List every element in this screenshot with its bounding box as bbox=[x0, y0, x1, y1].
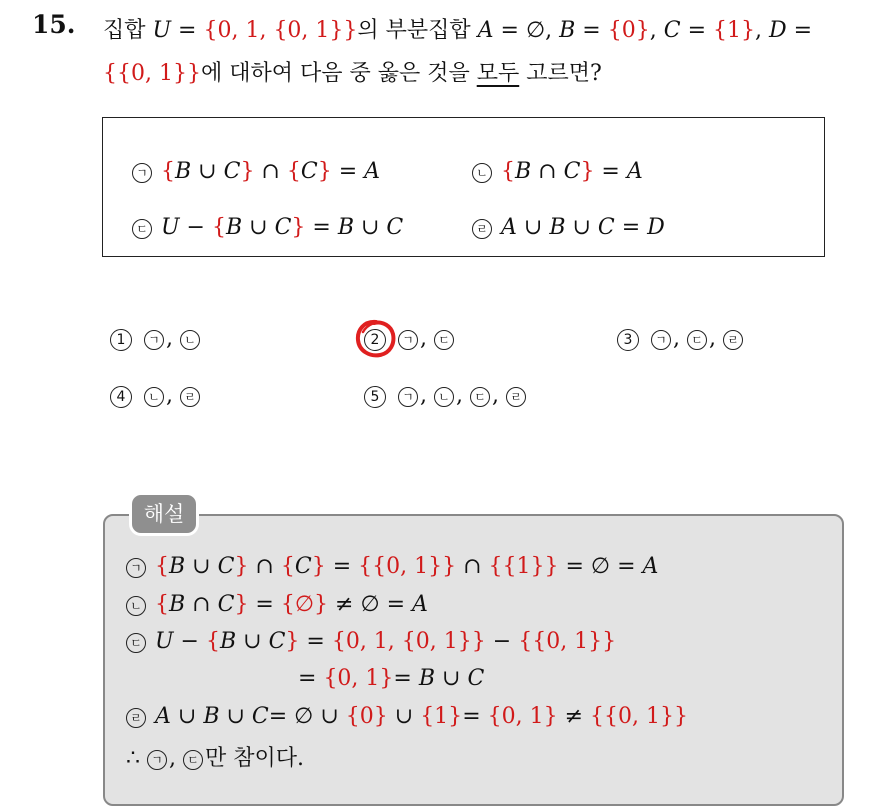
option-number: 1 bbox=[110, 329, 132, 351]
answer-circle-mark bbox=[352, 316, 402, 362]
emphasis-all: 모두 bbox=[476, 61, 520, 86]
statement-marker: ㄱ bbox=[132, 163, 152, 183]
statement-2: ㄴ {B ∩ C} = A bbox=[472, 159, 643, 184]
statement-4: ㄹ A ∪ B ∪ C = D bbox=[472, 215, 665, 240]
option-1[interactable]: 1 ㄱ , ㄴ bbox=[110, 326, 202, 351]
option-number: 2 bbox=[364, 329, 386, 351]
solution-line-2: ㄴ {B ∩ C} = {∅} ≠ ∅ = A bbox=[126, 592, 428, 617]
option-4[interactable]: 4 ㄴ , ㄹ bbox=[110, 383, 202, 408]
option-number: 5 bbox=[364, 386, 386, 408]
option-5[interactable]: 5 ㄱ , ㄴ , ㄷ , ㄹ bbox=[364, 383, 528, 408]
option-3[interactable]: 3 ㄱ , ㄷ , ㄹ bbox=[617, 326, 745, 351]
solution-line-1: ㄱ {B ∪ C} ∩ {C} = {{0, 1}} ∩ {{1}} = ∅ = A bbox=[126, 554, 658, 579]
option-2[interactable]: 2 ㄱ , ㄷ bbox=[364, 326, 456, 351]
solution-line-4: = {0, 1}= B ∪ C bbox=[298, 666, 485, 691]
solution-conclusion: ∴ ㄱ , ㄷ 만 참이다. bbox=[126, 746, 304, 771]
statement-marker: ㄷ bbox=[132, 219, 152, 239]
statement-marker: ㄹ bbox=[472, 219, 492, 239]
statement-3: ㄷ U − {B ∪ C} = B ∪ C bbox=[132, 215, 403, 240]
solution-line-5: ㄹ A ∪ B ∪ C= ∅ ∪ {0} ∪ {1}= {0, 1} ≠ {{0, 1}} bbox=[126, 704, 688, 729]
option-number: 3 bbox=[617, 329, 639, 351]
option-number: 4 bbox=[110, 386, 132, 408]
question-line-1: 집합 U = {0, 1, {0, 1}}의 부분집합 A = ∅, B = {0}, C = {1}, D = bbox=[103, 18, 813, 43]
statement-marker: ㄴ bbox=[472, 163, 492, 183]
solution-line-3: ㄷ U − {B ∪ C} = {0, 1, {0, 1}} − {{0, 1}} bbox=[126, 629, 616, 654]
question-number: 15. bbox=[32, 10, 76, 39]
statement-1: ㄱ {B ∪ C} ∩ {C} = A bbox=[132, 159, 380, 184]
question-line-2: {{0, 1}}에 대하여 다음 중 옳은 것을 모두 고르면? bbox=[103, 61, 602, 86]
solution-title: 해설 bbox=[129, 492, 199, 536]
